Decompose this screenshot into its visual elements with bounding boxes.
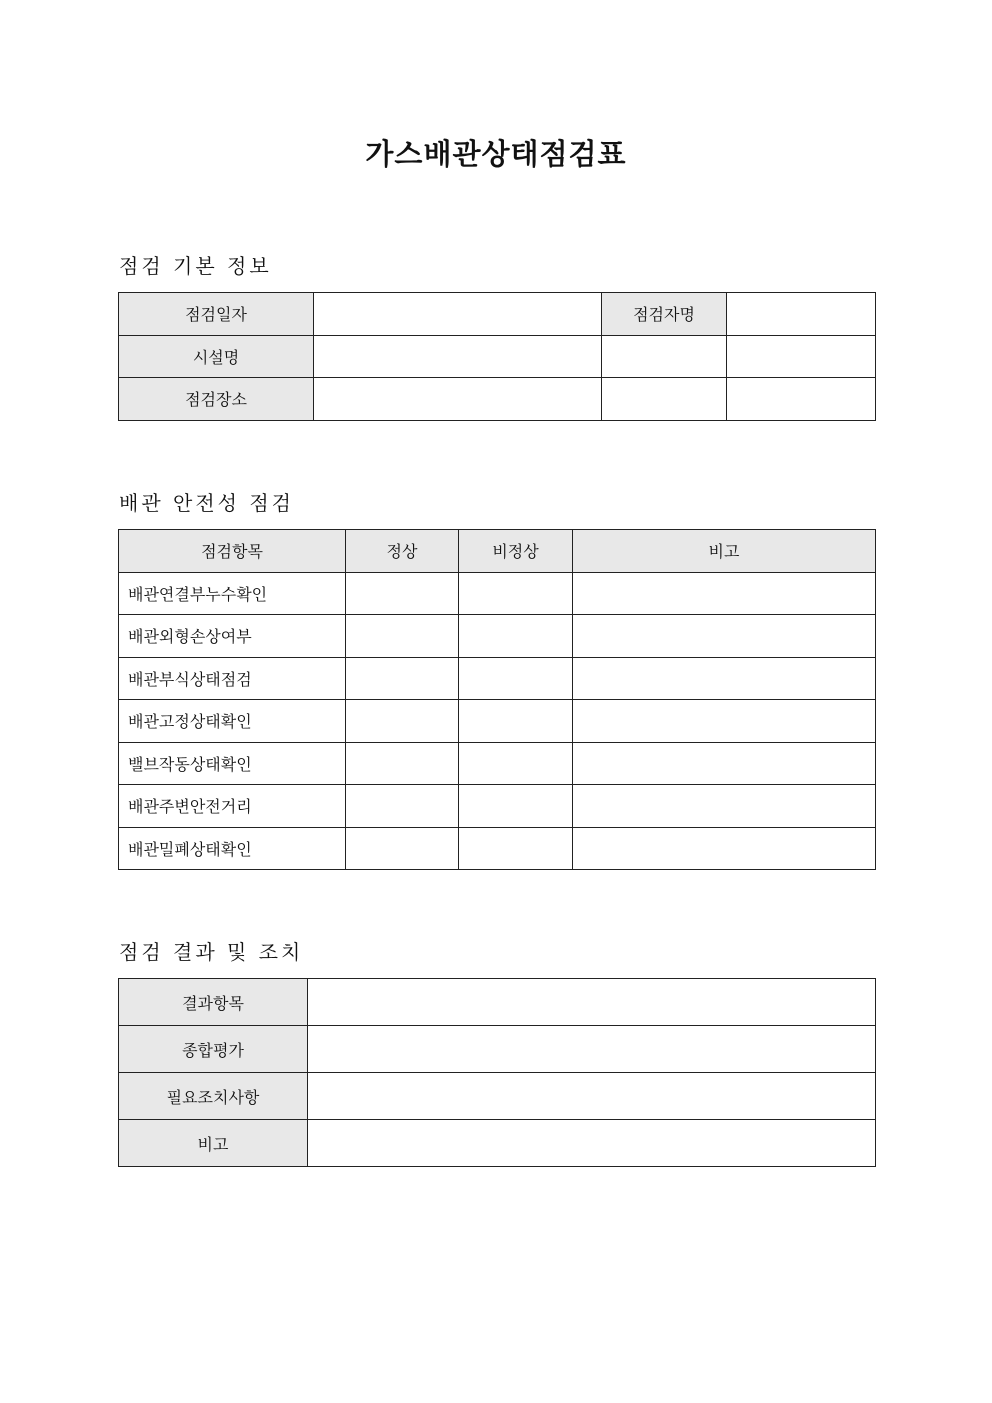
table-row [119,785,876,828]
header-normal: 정상 [346,530,459,573]
section-pipe-safety-heading: 배관 안전성 점검 [119,491,294,515]
check-item-label: 배관부식상태점검 [119,657,346,700]
required-actions-field[interactable] [308,1073,876,1120]
remarks-cell[interactable] [573,615,876,658]
abnormal-cell[interactable] [459,827,573,870]
table-row [119,742,876,785]
section-basic-info-heading: 점검 기본 정보 [119,254,272,278]
check-item-label: 배관연결부누수확인 [119,572,346,615]
table-row [119,827,876,870]
inspection-location-field[interactable] [314,378,602,421]
facility-name-field[interactable] [314,335,602,378]
check-item-label: 배관주변안전거리 [119,785,346,828]
header-abnormal: 비정상 [459,530,573,573]
header-remarks: 비고 [573,530,876,573]
normal-cell[interactable] [346,700,459,743]
empty-cell[interactable] [602,378,727,421]
empty-cell[interactable] [602,335,727,378]
table-row [119,1120,876,1167]
inspection-location-label: 점검장소 [119,378,314,421]
table-row [119,700,876,743]
result-item-label: 결과항목 [119,979,308,1026]
abnormal-cell[interactable] [459,572,573,615]
remarks-cell[interactable] [573,827,876,870]
normal-cell[interactable] [346,572,459,615]
document-title: 가스배관상태점검표 [365,137,627,171]
overall-evaluation-label: 종합평가 [119,1026,308,1073]
table-row [119,335,876,378]
remarks-label: 비고 [119,1120,308,1167]
abnormal-cell[interactable] [459,700,573,743]
overall-evaluation-field[interactable] [308,1026,876,1073]
remarks-field[interactable] [308,1120,876,1167]
table-row [119,615,876,658]
normal-cell[interactable] [346,785,459,828]
section-result-heading: 점검 결과 및 조치 [119,940,304,964]
normal-cell[interactable] [346,742,459,785]
table-header-row [119,530,876,573]
table-row [119,378,876,421]
abnormal-cell[interactable] [459,742,573,785]
empty-cell[interactable] [727,335,876,378]
table-row [119,657,876,700]
check-item-label: 배관고정상태확인 [119,700,346,743]
facility-name-label: 시설명 [119,335,314,378]
pipe-safety-table [118,529,876,870]
table-row [119,979,876,1026]
remarks-cell[interactable] [573,700,876,743]
result-item-field[interactable] [308,979,876,1026]
table-row [119,1073,876,1120]
table-row [119,572,876,615]
normal-cell[interactable] [346,657,459,700]
normal-cell[interactable] [346,615,459,658]
remarks-cell[interactable] [573,785,876,828]
table-row [119,293,876,336]
remarks-cell[interactable] [573,742,876,785]
required-actions-label: 필요조치사항 [119,1073,308,1120]
result-table [118,978,876,1167]
abnormal-cell[interactable] [459,615,573,658]
empty-cell[interactable] [727,378,876,421]
check-item-label: 밸브작동상태확인 [119,742,346,785]
header-check-item: 점검항목 [119,530,346,573]
normal-cell[interactable] [346,827,459,870]
remarks-cell[interactable] [573,572,876,615]
inspection-date-label: 점검일자 [119,293,314,336]
inspector-name-field[interactable] [727,293,876,336]
inspector-name-label: 점검자명 [602,293,727,336]
remarks-cell[interactable] [573,657,876,700]
check-item-label: 배관외형손상여부 [119,615,346,658]
check-item-label: 배관밀폐상태확인 [119,827,346,870]
basic-info-table [118,292,876,421]
abnormal-cell[interactable] [459,657,573,700]
table-row [119,1026,876,1073]
inspection-date-field[interactable] [314,293,602,336]
abnormal-cell[interactable] [459,785,573,828]
